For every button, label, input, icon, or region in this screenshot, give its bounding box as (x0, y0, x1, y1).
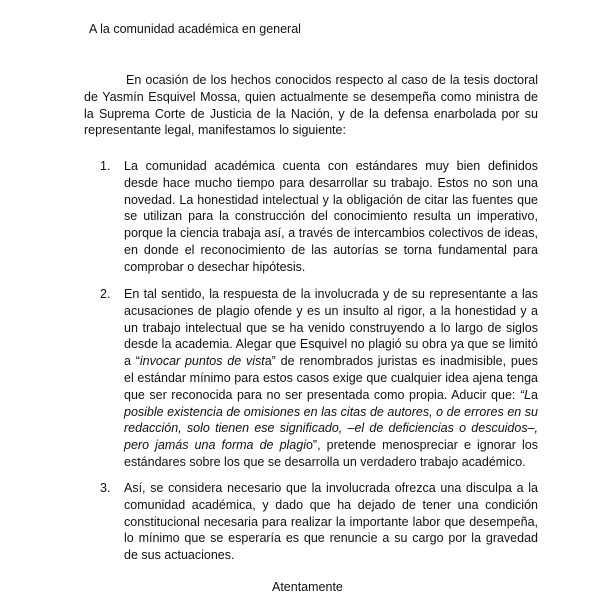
item-line: Así, se considera necesario que la involucrada ofrezca una disculpa a la (124, 481, 538, 495)
intro-paragraph (84, 72, 538, 139)
item-number: 3. (100, 481, 111, 495)
item-line: desde hace mucho tiempo para desarrollar su trabajo. Estos no son una (124, 175, 538, 190)
item-line: novedad. La honestidad intelectual y la obligación de citar las fuentes que (124, 192, 538, 207)
item-line: desde la academia. Alegar que Esquivel no plagió su obra ya que se limitó (124, 337, 538, 352)
item-line: estándares sobre los que se desarrolla un verdadero trabajo académico. (124, 454, 526, 469)
item-body (124, 480, 538, 564)
item-line: posible existencia de omisiones en las citas de autores, o de errores en su (124, 404, 538, 419)
intro-line: representante legal, manifestamos lo siguiente: (84, 123, 346, 138)
item-line: de sus actuaciones. (124, 548, 235, 563)
item-line: acusaciones de plagio ofende y es un insulto al rigor, a la honestidad y a (124, 303, 538, 318)
intro-line: de Yasmín Esquivel Mossa, quien actualmente se desempeña como ministra de (84, 89, 538, 104)
intro-line: En ocasión de los hechos conocidos respecto al caso de la tesis doctoral (126, 73, 538, 87)
intro-line: la Suprema Corte de Justicia de la Nación, y de la defensa enarbolada por su (84, 106, 538, 121)
salutation: A la comunidad académica en general (89, 22, 301, 36)
item-line: comunidad académica, y dado que ha dejado de tener una condición (124, 497, 538, 512)
list-item-1 (102, 158, 538, 276)
item-line: porque la ciencia trabaja así, a través de intercambios colectivos de ideas, (124, 226, 538, 241)
item-body (124, 286, 538, 471)
item-number: 1. (100, 159, 111, 173)
list-item-3 (102, 480, 538, 564)
list-item-2 (102, 286, 538, 471)
item-line: En tal sentido, la respuesta de la involucrada y de su representante a las (124, 287, 538, 301)
item-line: en donde el reconocimiento de las autorías se torna fundamental para (124, 242, 538, 257)
item-line: constitucional necesaria para realizar la importante labor que desempeña, (124, 514, 538, 529)
item-line: se utilizan para la construcción del conocimiento resulta un imperativo, (124, 209, 538, 224)
item-line: La comunidad académica cuenta con estándares muy bien definidos (124, 159, 538, 173)
item-line: redacción, solo tienen ese significado, –el de deficiencias o descuidos–, (124, 421, 538, 436)
item-line: lo mínimo que se esperaría es que renuncie a su cargo por la gravedad (124, 531, 538, 546)
item-line: pero jamás una forma de plagio”, pretende menospreciar e ignorar los (124, 438, 538, 453)
item-line: a “invocar puntos de vista” de renombrados juristas es inadmisible, pues (124, 354, 538, 369)
item-line: que ser reconocida para no ser presentada como propia. Aducir que: “La (124, 387, 538, 402)
closing: Atentamente (272, 580, 343, 594)
item-number: 2. (100, 287, 111, 301)
item-body (124, 158, 538, 276)
item-line: comprobar o desechar hipótesis. (124, 259, 306, 274)
item-line: el estándar mínimo para estos casos exige que cualquier idea ajena tenga (124, 370, 538, 385)
item-line: un trabajo intelectual que se ha venido construyendo a lo largo de siglos (124, 320, 538, 335)
